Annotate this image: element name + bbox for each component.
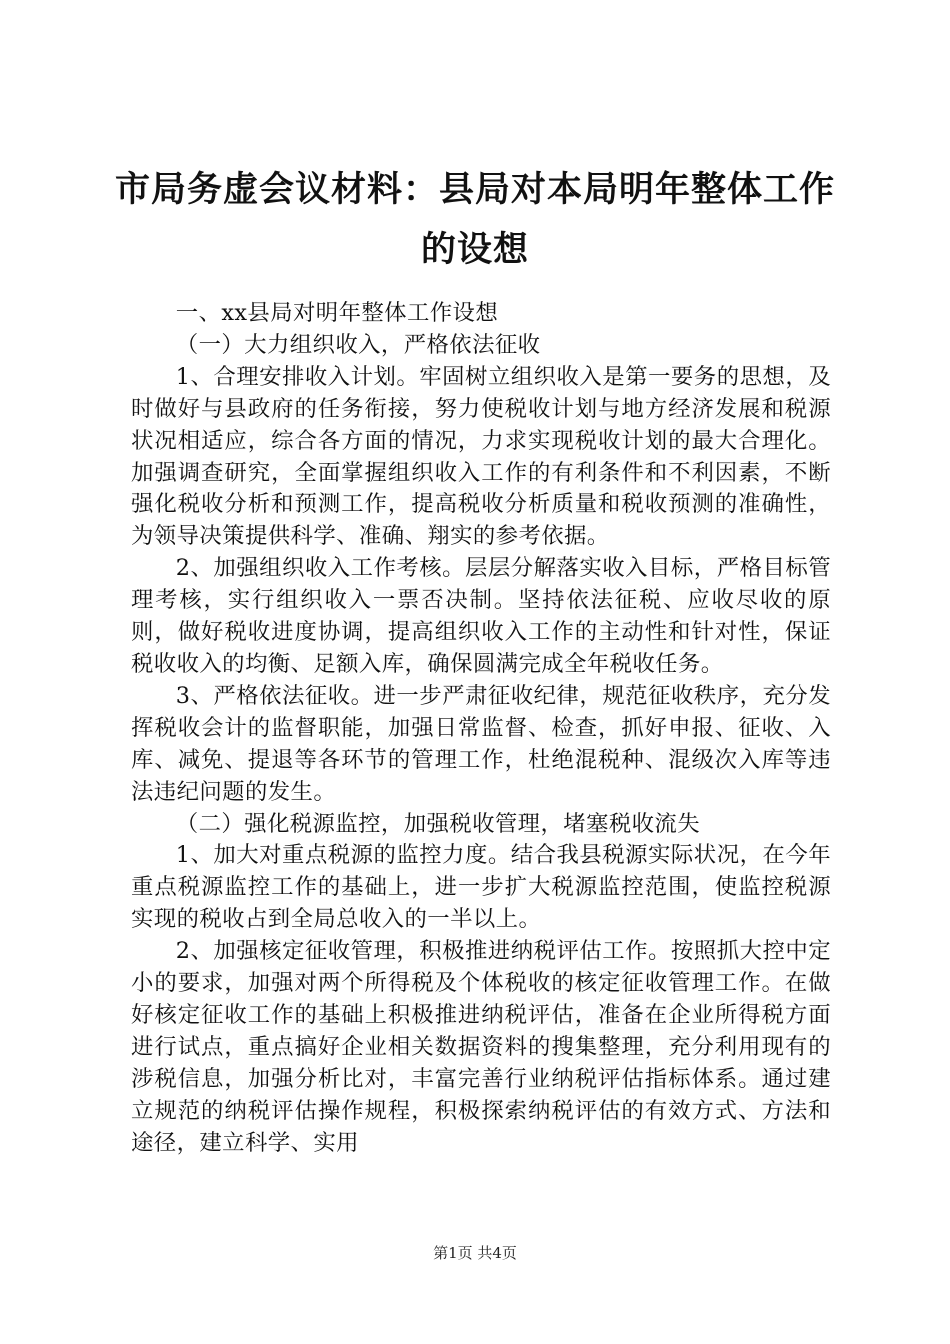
document-title — [110, 160, 840, 280]
body-paragraph: 3、严格依法征收。进一步严肃征收纪律，规范征收秩序，充分发挥税收会计的监督职能，加强日常监督、检查，抓好申报、征收、入库、减免、提退等各环节的管理工作，杜绝混税种、混级次入库等违法违纪问题的发生。 — [131, 682, 831, 805]
page-footer — [0, 1243, 950, 1263]
body-paragraph: 2、加强组织收入工作考核。层层分解落实收入目标，严格目标管理考核，实行组织收入一票否决制。坚持依法征税、应收尽收的原则，做好税收进度协调，提高组织收入工作的主动性和针对性，保证税收收入的均衡、足额入库，确保圆满完成全年税收任务。 — [131, 555, 831, 677]
body-paragraph: 2、加强核定征收管理，积极推进纳税评估工作。按照抓大控中定小的要求，加强对两个所得税及个体税收的核定征收管理工作。在做好核定征收工作的基础上积极推进纳税评估，准备在企业所得税方面进行试点，重点搞好企业相关数据资料的搜集整理，充分利用现有的涉税信息，加强分析比对，丰富完善行业纳税评估指标体系。通过建立规范的纳税评估操作规程，积极探索纳税评估的有效方式、方法和途径，建立科学、实用 — [131, 938, 831, 1156]
document-body — [131, 298, 831, 1159]
body-paragraph: 1、加大对重点税源的监控力度。结合我县税源实际状况，在今年重点税源监控工作的基础上，进一步扩大税源监控范围，使监控税源实现的税收占到全局总收入的一半以上。 — [131, 842, 831, 933]
body-paragraph: 1、合理安排收入计划。牢固树立组织收入是第一要务的思想，及时做好与县政府的任务衔接，努力使税收计划与地方经济发展和税源状况相适应，综合各方面的情况，力求实现税收计划的最大合理化。加强调查研究，全面掌握组织收入工作的有利条件和不利因素，不断强化税收分析和预测工作，提高税收分析质量和税收预测的准确性，为领导决策提供科学、准确、翔实的参考依据。 — [131, 363, 831, 550]
title-line-2: 的设想 — [420, 229, 529, 270]
subsection-heading: （二）强化税源监控，加强税收管理，堵塞税收流失 — [175, 810, 700, 837]
title-line-1: 市局务虚会议材料：县局对本局明年整体工作 — [114, 169, 835, 210]
subsection-heading: （一）大力组织收入，严格依法征收 — [175, 331, 541, 358]
page-number: 第1页 共4页 — [433, 1244, 517, 1262]
section-heading: 一、xx县局对明年整体工作设想 — [175, 300, 499, 326]
